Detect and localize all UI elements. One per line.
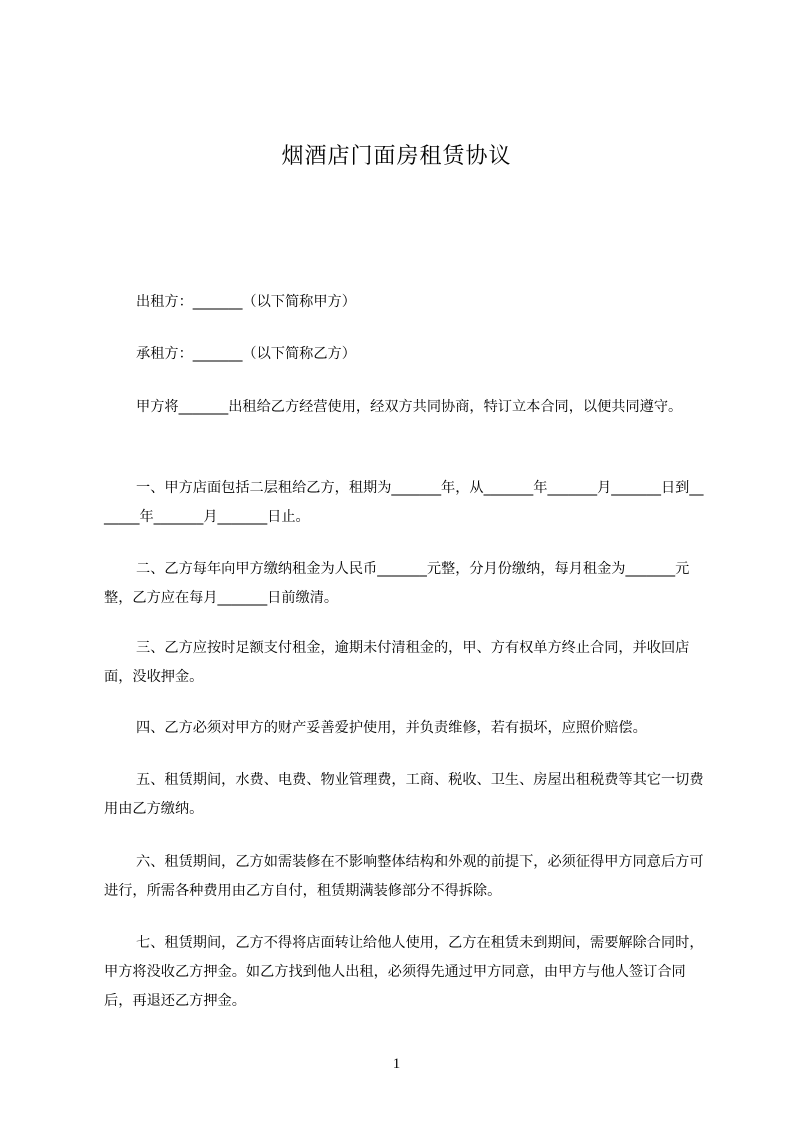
paragraph-lessee: 承租方：_______（以下简称乙方） [136, 346, 356, 362]
paragraph-intro: 甲方将_______出租给乙方经营使用，经双方共同协商，特订立本合同，以便共同遵守。 [136, 399, 683, 415]
paragraph-clause-7: 七、租赁期间，乙方不得将店面转让给他人使用，乙方在租赁未到期间，需要解除合同时，甲方将没收乙方押金。如乙方找到他人出租，必须得先通过甲方同意，由甲方与他人签订合同后，再退还乙方押金。 [104, 935, 704, 1009]
paragraph-clause-3: 三、乙方应按时足额支付租金，逾期未付清租金的，甲、方有权单方终止合同，并收回店面，没收押金。 [104, 640, 690, 685]
paragraph-clause-5: 五、租赁期间，水费、电费、物业管理费，工商、税收、卫生、房屋出租税费等其它一切费用由乙方缴纳。 [104, 772, 704, 817]
page-number: 1 [392, 1056, 401, 1072]
paragraph-lessor: 出租方：_______（以下简称甲方） [136, 294, 356, 310]
paragraph-clause-6: 六、租赁期间，乙方如需装修在不影响整体结构和外观的前提下，必须征得甲方同意后方可进行，所需各种费用由乙方自付，租赁期满装修部分不得拆除。 [104, 854, 704, 899]
paragraph-clause-4: 四、乙方必须对甲方的财产妥善爱护使用，并负责维修，若有损坏，应照价赔偿。 [136, 720, 647, 736]
paragraph-clause-2: 二、乙方每年向甲方缴纳租金为人民币_______元整，分月份缴纳，每月租金为_______元整，乙方应在每月_______日前缴清。 [104, 561, 690, 606]
paragraph-clause-1: 一、甲方店面包括二层租给乙方，租期为_______年，从_______年_______月_______日到_______年_______月_______日止。 [104, 480, 704, 525]
document-title: 烟酒店门面房租赁协议 [281, 144, 512, 169]
